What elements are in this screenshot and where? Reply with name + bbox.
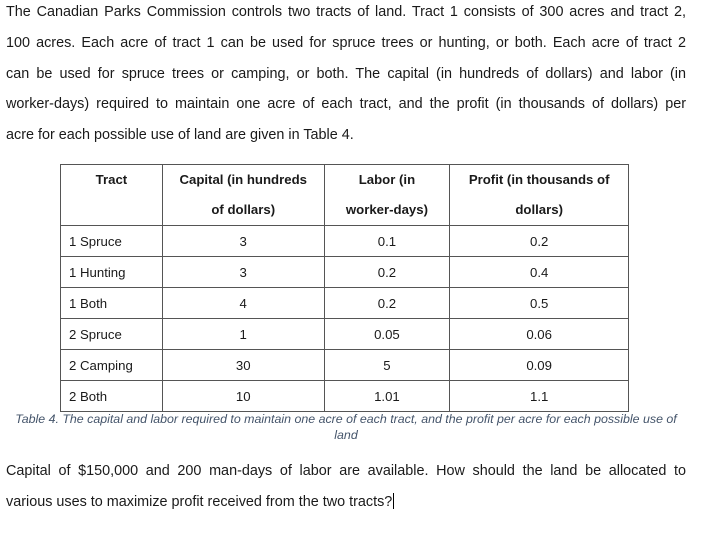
cell-labor: 5 xyxy=(324,350,450,381)
cell-profit: 0.09 xyxy=(450,350,629,381)
intro-line: can be used for spruce trees or camping, or both. The capital (in hundreds of dollars) and labor (in xyxy=(6,65,686,82)
header-profit xyxy=(450,165,629,226)
intro-line: acre for each possible use of land are given in Table 4. xyxy=(6,127,354,144)
cell-profit: 0.4 xyxy=(450,257,629,288)
cell-labor: 0.1 xyxy=(324,226,450,257)
header-capital xyxy=(162,165,324,226)
caption-line: land xyxy=(334,428,358,442)
cell-tract: 1 Hunting xyxy=(61,257,163,288)
table-row xyxy=(61,350,629,381)
intro-line: worker-days) required to maintain one acre of each tract, and the profit (in thousands of dollars) per xyxy=(6,96,686,113)
intro-paragraph xyxy=(6,0,686,151)
cell-profit: 0.2 xyxy=(450,226,629,257)
cell-tract: 1 Both xyxy=(61,288,163,319)
cell-capital: 30 xyxy=(162,350,324,381)
cell-labor: 0.05 xyxy=(324,319,450,350)
header-capital-line2: of dollars) xyxy=(211,202,276,217)
cell-labor: 0.2 xyxy=(324,257,450,288)
text-cursor xyxy=(393,493,394,509)
header-tract xyxy=(61,165,163,226)
table-header-row xyxy=(61,165,629,226)
header-profit-line2: dollars) xyxy=(515,202,563,217)
cell-labor: 1.01 xyxy=(324,381,450,412)
header-labor-line1: Labor (in xyxy=(358,172,416,187)
table-row xyxy=(61,319,629,350)
cell-tract: 2 Camping xyxy=(61,350,163,381)
question-line-text: various uses to maximize profit received from the two tracts? xyxy=(6,493,393,510)
table-row xyxy=(61,226,629,257)
question-line: Capital of $150,000 and 200 man-days of labor are available. How should the land be allocated to xyxy=(6,463,686,479)
header-labor xyxy=(324,165,450,226)
cell-profit: 0.06 xyxy=(450,319,629,350)
cell-tract: 2 Spruce xyxy=(61,319,163,350)
caption-line: Table 4. The capital and labor required to maintain one acre of each tract, and the profit per acre for each possible use of xyxy=(15,412,677,426)
cell-capital: 1 xyxy=(162,319,324,350)
cell-capital: 3 xyxy=(162,257,324,288)
cell-tract: 1 Spruce xyxy=(61,226,163,257)
cell-profit: 1.1 xyxy=(450,381,629,412)
cell-capital: 10 xyxy=(162,381,324,412)
header-labor-line2: worker-days) xyxy=(345,202,428,217)
cell-tract: 2 Both xyxy=(61,381,163,412)
cell-capital: 3 xyxy=(162,226,324,257)
cell-capital: 4 xyxy=(162,288,324,319)
table-row xyxy=(61,381,629,412)
data-table xyxy=(60,164,629,412)
header-tract-label: Tract xyxy=(95,172,128,187)
table-caption xyxy=(10,411,682,443)
table-row xyxy=(61,257,629,288)
header-capital-line1: Capital (in hundreds xyxy=(179,172,307,187)
table-row xyxy=(61,288,629,319)
cell-labor: 0.2 xyxy=(324,288,450,319)
cell-profit: 0.5 xyxy=(450,288,629,319)
question-line-last xyxy=(6,487,686,518)
intro-line: 100 acres. Each acre of tract 1 can be used for spruce trees or hunting, or both. Each acre of tract 2 xyxy=(6,34,686,51)
question-paragraph[interactable] xyxy=(6,456,686,518)
header-profit-line1: Profit (in thousands of xyxy=(468,172,610,187)
intro-line: The Canadian Parks Commission controls two tracts of land. Tract 1 consists of 300 acres and tract 2, xyxy=(6,4,686,20)
